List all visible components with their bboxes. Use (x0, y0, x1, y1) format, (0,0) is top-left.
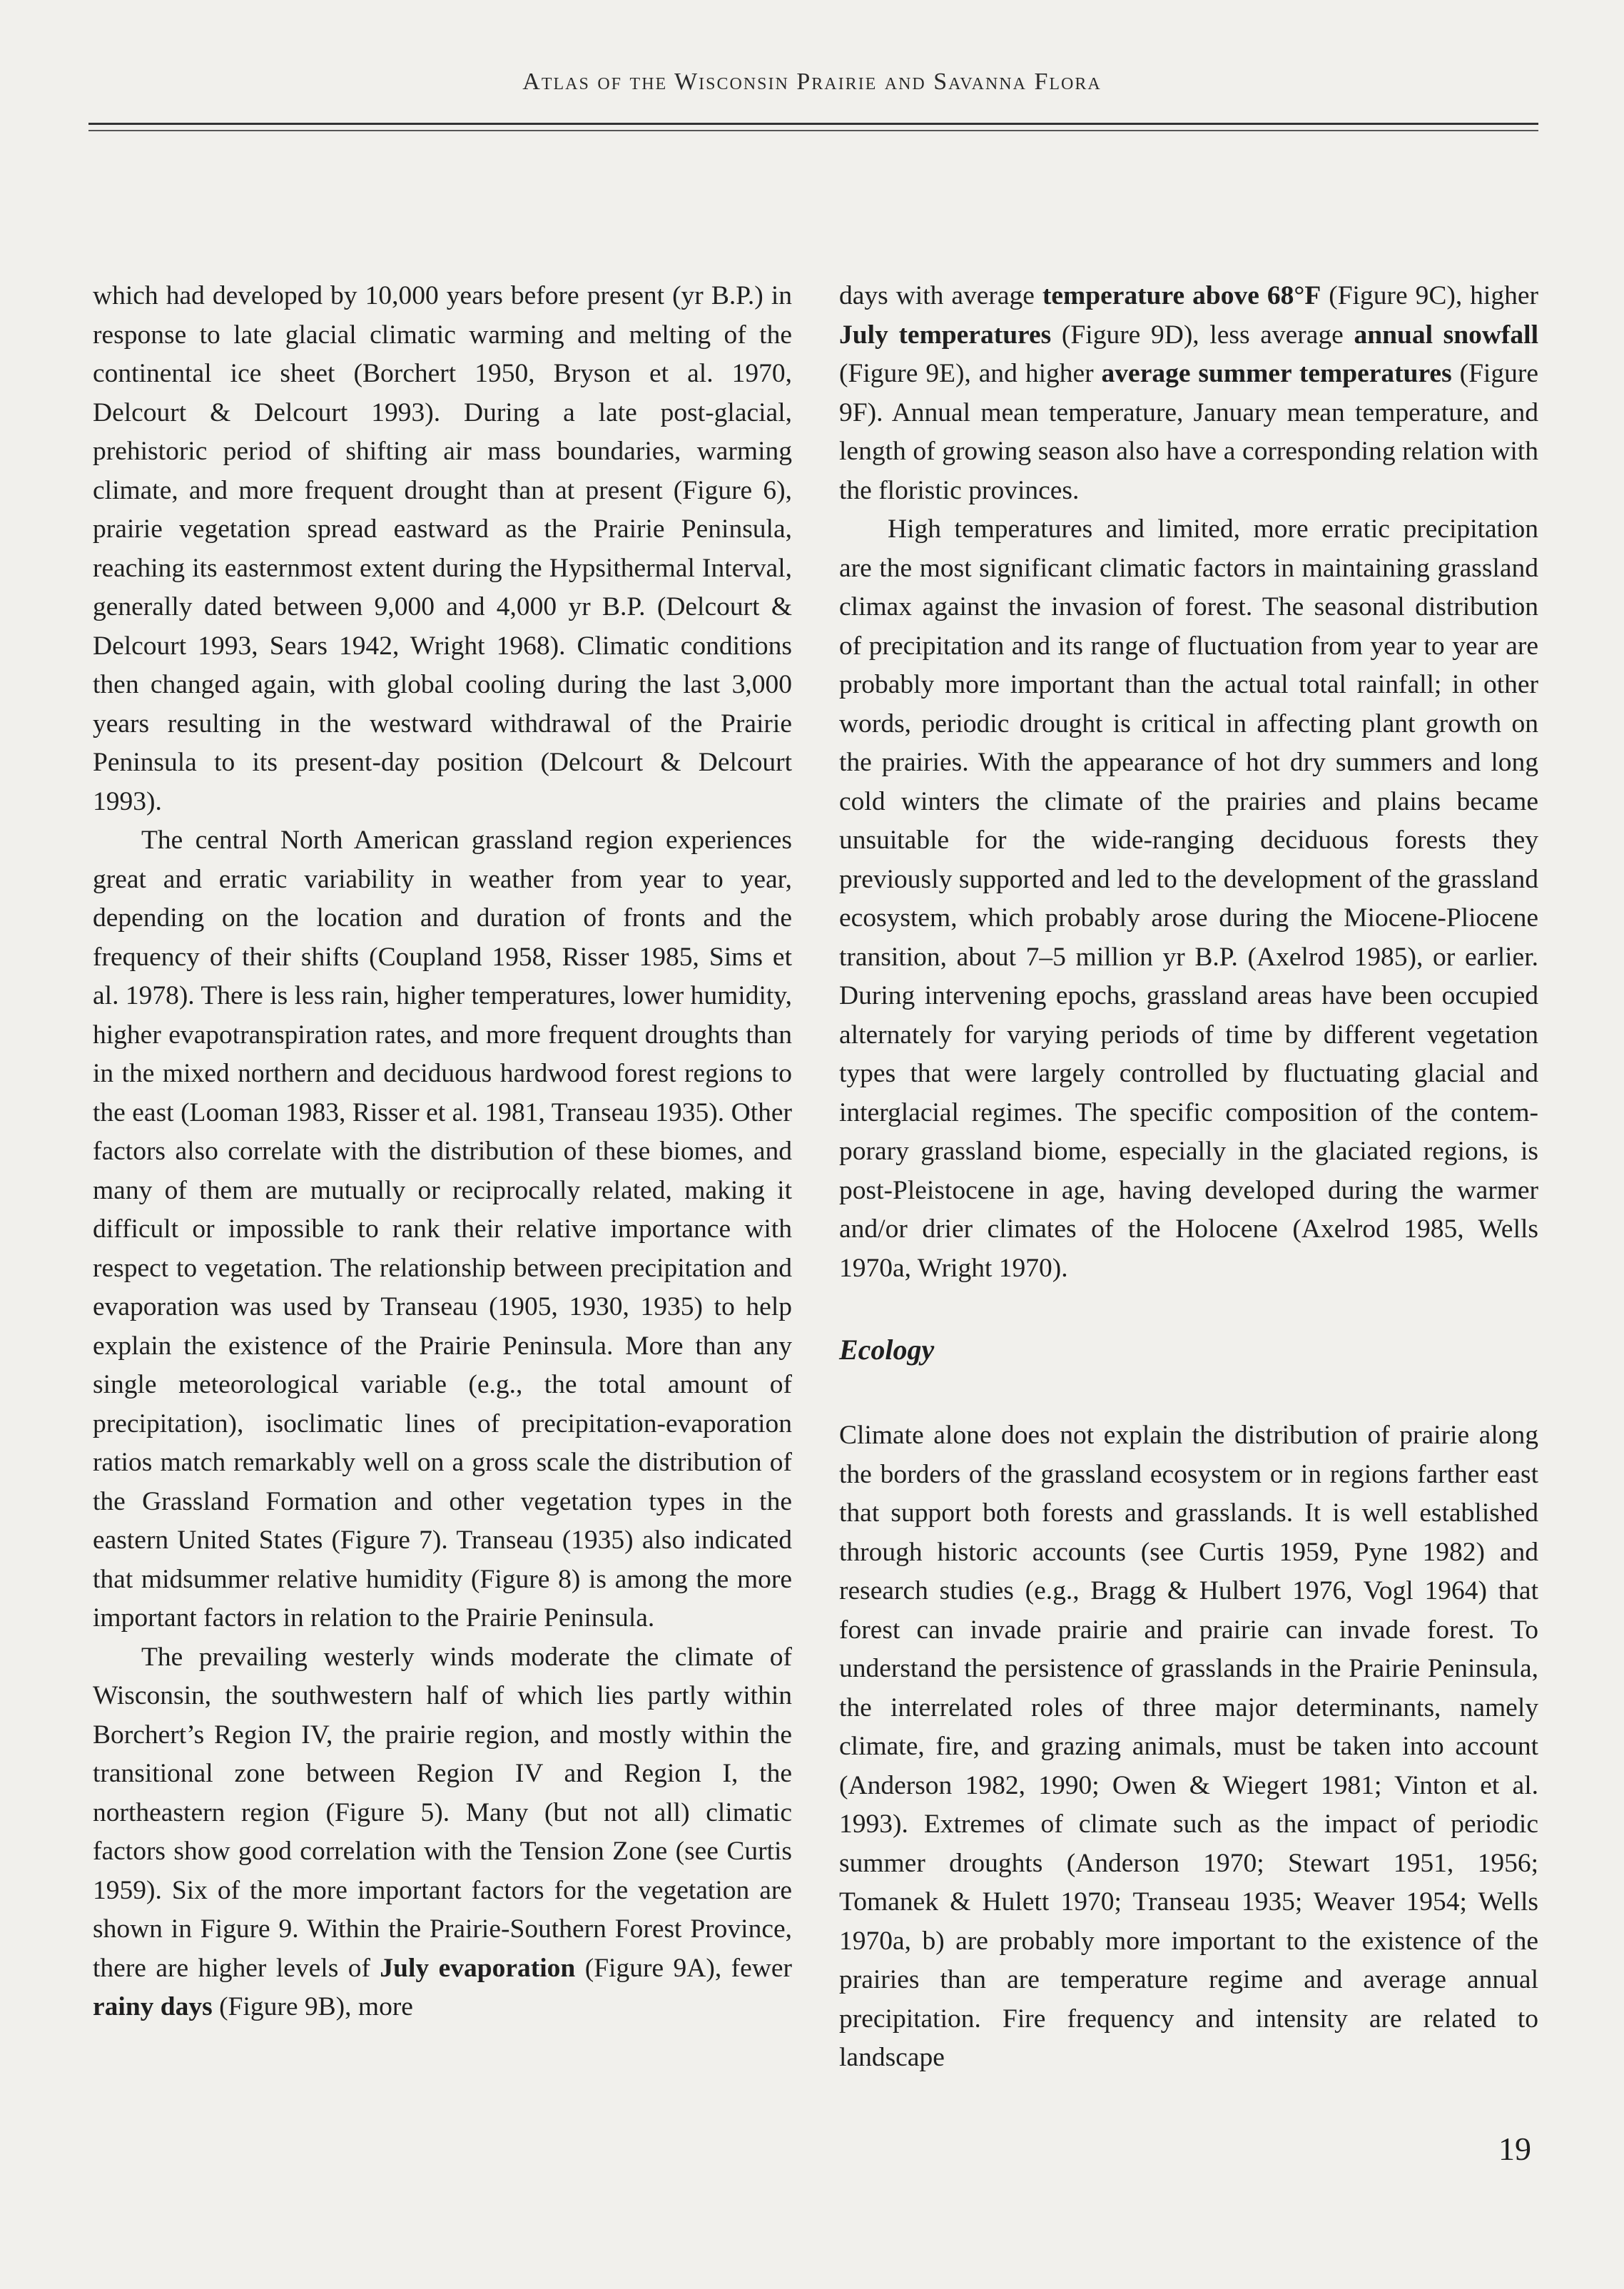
running-header: Atlas of the Wisconsin Prairie and Savanna Flora (522, 68, 1102, 95)
paragraph: High temperatures and limited, more erratic precipitation are the most significant climatic factors in maintaining grassland climax against the invasion of forest. The seasonal distribution of precipitation and its range of fluctuation from year to year are probably more important than the actual total rainfall; in other words, periodic drought is critical in affecting plant growth on the prairies. With the appearance of hot dry summers and long cold winters the climate of the prairies and plains became unsuitable for the wide-ranging deciduous forests they previously supported and led to the development of the grassland ecosystem, which probably arose during the Miocene-Pliocene transition, about 7–5 million yr B.P. (Axelrod 1985), or earlier. During intervening epochs, grassland areas have been occupied alternately for varying periods of time by different vegetation types that were largely controlled by fluctuating glacial and interglacial regimes. The specific composition of the contemporary grassland biome, especially in the glaciated regions, is post-Pleistocene in age, having developed during the warmer and/or drier climates of the Holocene (Axelrod 1985, Wells 1970a, Wright 1970). (839, 514, 1538, 1283)
text-run: (Figure 9A), fewer (575, 1953, 793, 1983)
page-number: 19 (1498, 2131, 1531, 2167)
header-rule-secondary (88, 130, 1538, 131)
left-column (93, 277, 792, 2027)
text-run: (Figure 9F). Annual mean temperature, January mean temperature, and length of growing season also have a corresponding relation with the floristic provinces. (839, 359, 1538, 505)
bold-term: temperature above 68°F (1042, 281, 1321, 310)
paragraph (839, 277, 1538, 510)
bold-term: annual snowfall (1354, 320, 1539, 350)
paragraph (93, 1638, 792, 2027)
paragraph: Climate alone does not explain the distribution of prairie along the borders of the grassland ecosystem or in regions farther east that support both forests and grasslands. It is well established through historic accounts (see Curtis 1959, Pyne 1982) and research studies (e.g., Bragg & Hulbert 1976, Vogl 1964) that forest can invade prairie and prairie can invade forest. To understand the persistence of grasslands in the Prairie Peninsula, the interrelated roles of three major determinants, namely climate, fire, and grazing animals, must be taken into account (Anderson 1982, 1990; Owen & Wiegert 1981; Vinton et al. 1993). Extremes of climate such as the impact of periodic summer droughts (Anderson 1970; Stewart 1951, 1956; Tomanek & Hulett 1970; Transeau 1935; Weaver 1954; Wells 1970a, b) are probably more important to the existence of the prairies than are temperature regime and average annual precipitation. Fire frequency and intensity are related to landscape (839, 1421, 1538, 2072)
header-rule (88, 123, 1538, 125)
bold-term: rainy days (93, 1992, 213, 2021)
paragraph: which had developed by 10,000 years before present (yr B.P.) in response to late glacial climatic warming and melting of the continental ice sheet (Borchert 1950, Bryson et al. 1970, Delcourt & Delcourt 1993). During a late post-glacial, prehistoric period of shifting air mass boundaries, warming climate, and more frequent drought than at present (Figure 6), prairie vegetation spread eastward as the Prairie Peninsula, reaching its easternmost extent during the Hypsithermal Interval, generally dated between 9,000 and 4,000 yr B.P. (Delcourt & Delcourt 1993, Sears 1942, Wright 1968). Climatic conditions then changed again, with global cooling during the last 3,000 years resulting in the westward withdrawal of the Prairie Peninsula to its present-day position (Delcourt & Delcourt 1993). (93, 281, 792, 816)
text-run: (Figure 9D), less average (1051, 320, 1354, 350)
section-heading-ecology: Ecology (839, 1334, 935, 1366)
text-run: (Figure 9C), higher (1321, 281, 1538, 310)
bold-term: average summer temperatures (1101, 359, 1452, 388)
text-run: (Figure 9B), more (212, 1992, 413, 2021)
text-run: days with average (839, 281, 1042, 310)
paragraph: The central North American grassland region experiences great and erratic variability in weather from year to year, depending on the location and duration of fronts and the frequency of their shifts (Coupland 1958, Risser 1985, Sims et al. 1978). There is less rain, higher temperatures, lower humidity, higher evapotranspiration rates, and more frequent droughts than in the mixed northern and deciduous hardwood forest regions to the east (Looman 1983, Risser et al. 1981, Transeau 1935). Other factors also correlate with the distribution of these biomes, and many of them are mutually or reciprocally related, making it difficult or impossible to rank their relative importance with respect to vegetation. The relationship between precipitation and evaporation was used by Transeau (1905, 1930, 1935) to help explain the existence of the Prairie Peninsula. More than any single meteorological variable (e.g., the total amount of precipitation), isoclimatic lines of precipitation-evaporation ratios match remarkably well on a gross scale the distribution of the Grassland Formation and other vegetation types in the eastern United States (Figure 7). Transeau (1935) also indicated that midsummer relative humidity (Figure 8) is among the more important factors in relation to the Prairie Peninsula. (93, 826, 792, 1633)
text-run: (Figure 9E), and higher (839, 359, 1102, 388)
text-run: The prevailing westerly winds moderate the climate of Wisconsin, the southwestern half of which lies partly within Borchert’s Region IV, the prairie region, and mostly within the transitional zone between Region IV and Region I, the northeastern region (Figure 5). Many (but not all) climatic factors show good correlation with the Tension Zone (see Curtis 1959). Six of the more important factors for the vegetation are shown in Figure 9. Within the Prairie-Southern Forest Province, there are higher levels of (93, 1642, 792, 1983)
bold-term: July evaporation (380, 1953, 576, 1983)
bold-term: July temperatures (839, 320, 1052, 350)
right-column (839, 277, 1538, 2078)
